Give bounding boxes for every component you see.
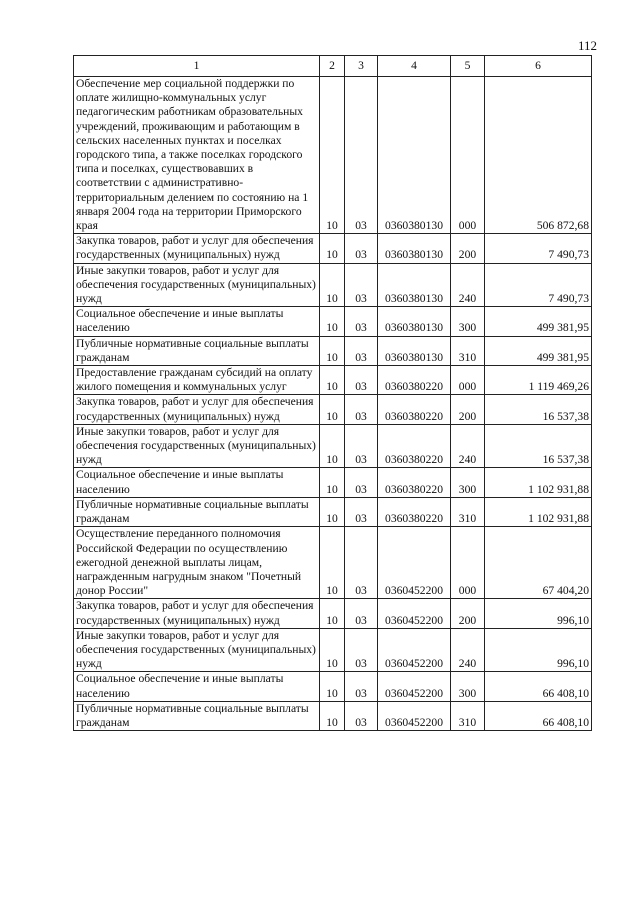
row-expense-type-code: 300: [451, 307, 485, 336]
table-row: [74, 701, 592, 730]
table-row: [74, 527, 592, 599]
row-amount: 66 408,10: [485, 672, 592, 701]
row-amount: 7 490,73: [485, 263, 592, 307]
row-section-code: 10: [320, 366, 345, 395]
row-subsection-code: 03: [345, 77, 378, 234]
table-row: [74, 628, 592, 672]
row-section-code: 10: [320, 468, 345, 497]
row-section-code: 10: [320, 263, 345, 307]
row-target-code: 0360380130: [378, 77, 451, 234]
table-header-row: [74, 56, 592, 77]
row-section-code: 10: [320, 234, 345, 263]
row-description: Иные закупки товаров, работ и услуг для обеспечения государственных (муниципальных) нужд: [74, 424, 320, 468]
row-section-code: 10: [320, 599, 345, 628]
row-amount: 66 408,10: [485, 701, 592, 730]
row-amount: 996,10: [485, 628, 592, 672]
row-amount: 16 537,38: [485, 395, 592, 424]
row-expense-type-code: 000: [451, 527, 485, 599]
row-subsection-code: 03: [345, 599, 378, 628]
row-subsection-code: 03: [345, 307, 378, 336]
row-amount: 506 872,68: [485, 77, 592, 234]
table-row: [74, 336, 592, 365]
row-section-code: 10: [320, 701, 345, 730]
row-subsection-code: 03: [345, 628, 378, 672]
budget-table: [73, 55, 592, 731]
row-description: Предоставление гражданам субсидий на оплату жилого помещения и коммунальных услуг: [74, 366, 320, 395]
column-header: 3: [345, 56, 378, 77]
column-header: 5: [451, 56, 485, 77]
row-expense-type-code: 240: [451, 628, 485, 672]
row-section-code: 10: [320, 77, 345, 234]
row-target-code: 0360452200: [378, 527, 451, 599]
row-section-code: 10: [320, 672, 345, 701]
row-description: Закупка товаров, работ и услуг для обеспечения государственных (муниципальных) нужд: [74, 599, 320, 628]
row-target-code: 0360452200: [378, 701, 451, 730]
row-description: Публичные нормативные социальные выплаты гражданам: [74, 336, 320, 365]
table-row: [74, 263, 592, 307]
row-expense-type-code: 000: [451, 366, 485, 395]
row-expense-type-code: 200: [451, 234, 485, 263]
table-row: [74, 234, 592, 263]
row-subsection-code: 03: [345, 366, 378, 395]
table-row: [74, 468, 592, 497]
row-target-code: 0360380130: [378, 234, 451, 263]
row-amount: 499 381,95: [485, 307, 592, 336]
row-description: Закупка товаров, работ и услуг для обеспечения государственных (муниципальных) нужд: [74, 395, 320, 424]
row-description: Социальное обеспечение и иные выплаты населению: [74, 307, 320, 336]
row-amount: 1 102 931,88: [485, 497, 592, 526]
row-target-code: 0360380220: [378, 366, 451, 395]
row-amount: 1 119 469,26: [485, 366, 592, 395]
row-section-code: 10: [320, 527, 345, 599]
table-row: [74, 307, 592, 336]
row-expense-type-code: 300: [451, 672, 485, 701]
column-header: 1: [74, 56, 320, 77]
row-expense-type-code: 240: [451, 263, 485, 307]
row-subsection-code: 03: [345, 424, 378, 468]
row-target-code: 0360380220: [378, 395, 451, 424]
row-description: Социальное обеспечение и иные выплаты населению: [74, 672, 320, 701]
row-section-code: 10: [320, 307, 345, 336]
row-expense-type-code: 310: [451, 701, 485, 730]
table-row: [74, 395, 592, 424]
row-target-code: 0360380130: [378, 307, 451, 336]
row-target-code: 0360452200: [378, 599, 451, 628]
row-subsection-code: 03: [345, 336, 378, 365]
row-amount: 16 537,38: [485, 424, 592, 468]
row-section-code: 10: [320, 497, 345, 526]
table-body: [74, 77, 592, 731]
row-section-code: 10: [320, 628, 345, 672]
row-target-code: 0360452200: [378, 628, 451, 672]
row-target-code: 0360380130: [378, 336, 451, 365]
table-row: [74, 424, 592, 468]
page-number: 112: [577, 38, 597, 53]
row-description: Иные закупки товаров, работ и услуг для обеспечения государственных (муниципальных) нужд: [74, 263, 320, 307]
row-target-code: 0360380220: [378, 468, 451, 497]
row-amount: 996,10: [485, 599, 592, 628]
row-amount: 499 381,95: [485, 336, 592, 365]
row-subsection-code: 03: [345, 234, 378, 263]
row-subsection-code: 03: [345, 672, 378, 701]
row-description: Осуществление переданного полномочия Российской Федерации по осуществлению ежегодной денежной выплаты лицам, награжденным нагрудным знаком "Почетный донор России": [74, 527, 320, 599]
row-description: Обеспечение мер социальной поддержки по оплате жилищно-коммунальных услуг педагогическим работникам образовательных учреждений, проживающим и работающим в сельских населенных пунктах и поселках городского типа, а также поселках городского типа и поселках, существовавших в соответствии с административно-территориальным делением по состоянию на 1 января 2004 года на территории Приморского края: [74, 77, 320, 234]
table-row: [74, 672, 592, 701]
table-row: [74, 497, 592, 526]
row-subsection-code: 03: [345, 395, 378, 424]
row-amount: 1 102 931,88: [485, 468, 592, 497]
row-subsection-code: 03: [345, 263, 378, 307]
row-description: Публичные нормативные социальные выплаты гражданам: [74, 497, 320, 526]
row-section-code: 10: [320, 336, 345, 365]
row-description: Социальное обеспечение и иные выплаты населению: [74, 468, 320, 497]
table-row: [74, 599, 592, 628]
row-target-code: 0360380130: [378, 263, 451, 307]
row-section-code: 10: [320, 395, 345, 424]
row-expense-type-code: 200: [451, 599, 485, 628]
row-subsection-code: 03: [345, 468, 378, 497]
row-expense-type-code: 300: [451, 468, 485, 497]
row-expense-type-code: 310: [451, 497, 485, 526]
table-row: [74, 77, 592, 234]
row-expense-type-code: 000: [451, 77, 485, 234]
row-expense-type-code: 310: [451, 336, 485, 365]
column-header: 4: [378, 56, 451, 77]
row-subsection-code: 03: [345, 497, 378, 526]
table-row: [74, 366, 592, 395]
row-description: Иные закупки товаров, работ и услуг для обеспечения государственных (муниципальных) нужд: [74, 628, 320, 672]
row-amount: 7 490,73: [485, 234, 592, 263]
row-description: Закупка товаров, работ и услуг для обеспечения государственных (муниципальных) нужд: [74, 234, 320, 263]
row-expense-type-code: 200: [451, 395, 485, 424]
column-header: 2: [320, 56, 345, 77]
row-target-code: 0360380220: [378, 424, 451, 468]
row-expense-type-code: 240: [451, 424, 485, 468]
row-subsection-code: 03: [345, 701, 378, 730]
row-description: Публичные нормативные социальные выплаты гражданам: [74, 701, 320, 730]
row-section-code: 10: [320, 424, 345, 468]
row-subsection-code: 03: [345, 527, 378, 599]
row-target-code: 0360380220: [378, 497, 451, 526]
column-header: 6: [485, 56, 592, 77]
row-target-code: 0360452200: [378, 672, 451, 701]
row-amount: 67 404,20: [485, 527, 592, 599]
